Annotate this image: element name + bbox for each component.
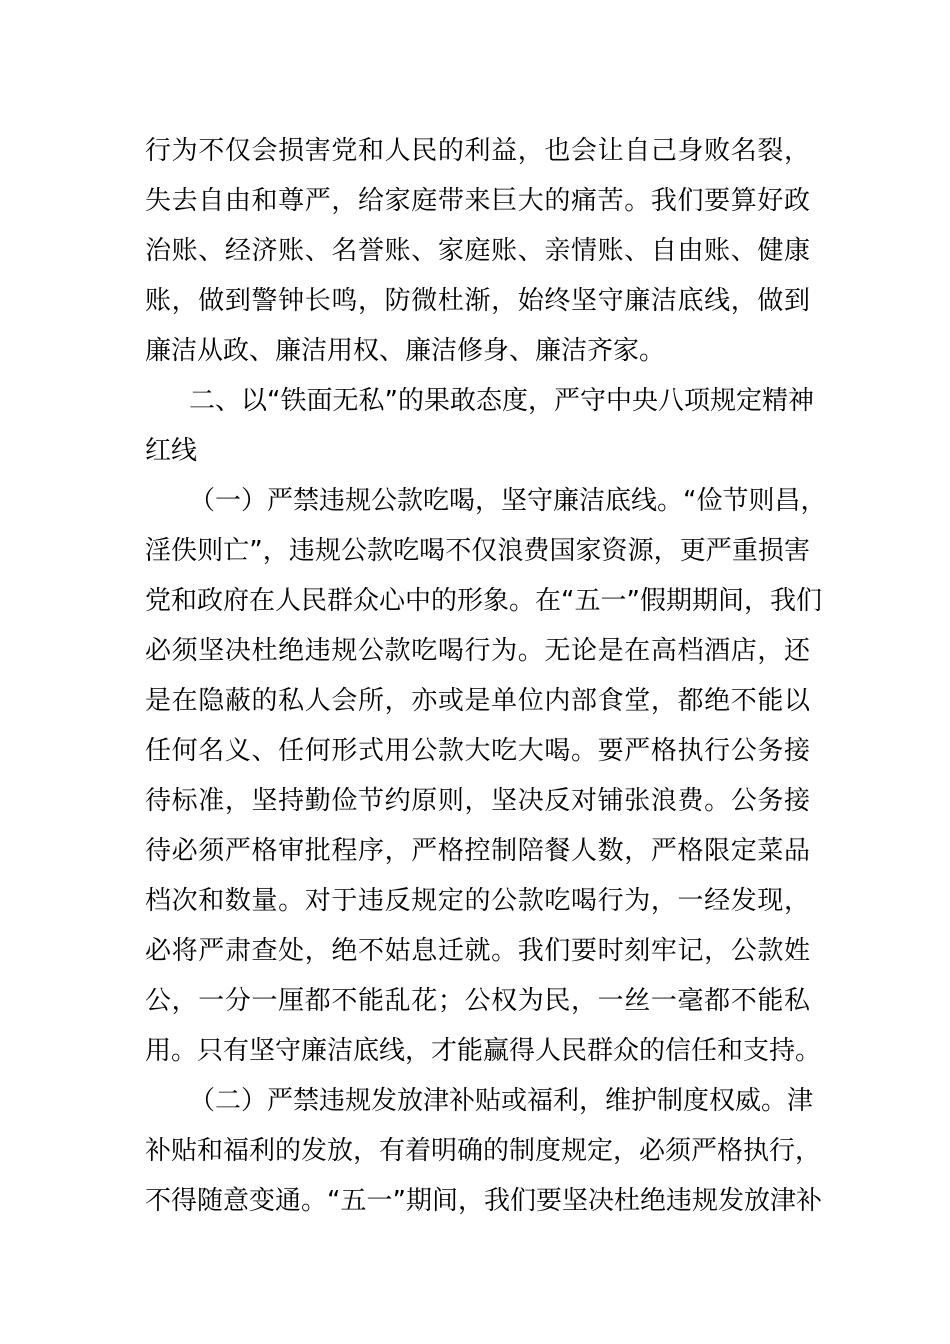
text-line: 待标准，坚持勤俭节约原则，坚决反对铺张浪费。公务接 bbox=[145, 786, 810, 816]
text-line: 淫佚则亡”，违规公款吃喝不仅浪费国家资源，更严重损害 bbox=[145, 536, 810, 566]
section-heading-line: 红线 bbox=[145, 436, 198, 466]
text-line: 必须坚决杜绝违规公款吃喝行为。无论是在高档酒店，还 bbox=[145, 636, 810, 666]
text-line: 廉洁从政、廉洁用权、廉洁修身、廉洁齐家。 bbox=[145, 336, 666, 366]
text-line: 公，一分一厘都不能乱花；公权为民，一丝一毫都不能私 bbox=[145, 986, 810, 1016]
text-line: 不得随意变通。“五一”期间，我们要坚决杜绝违规发放津补 bbox=[145, 1186, 822, 1216]
text-line: 行为不仅会损害党和人民的利益，也会让自己身败名裂， bbox=[145, 136, 810, 166]
text-line: 档次和数量。对于违反规定的公款吃喝行为，一经发现， bbox=[145, 886, 810, 916]
subsection-heading-line: （一）严禁违规公款吃喝，坚守廉洁底线。“俭节则昌， bbox=[189, 486, 827, 516]
body-text bbox=[145, 126, 827, 1226]
text-line: 账，做到警钟长鸣，防微杜渐，始终坚守廉洁底线，做到 bbox=[145, 286, 810, 316]
text-line: 是在隐蔽的私人会所，亦或是单位内部食堂，都绝不能以 bbox=[145, 686, 810, 716]
text-line: 党和政府在人民群众心中的形象。在“五一”假期期间，我们 bbox=[145, 586, 822, 616]
text-line: 必将严肃查处，绝不姑息迁就。我们要时刻牢记，公款姓 bbox=[145, 936, 810, 966]
text-line: 补贴和福利的发放，有着明确的制度规定，必须严格执行， bbox=[145, 1136, 822, 1166]
section-heading-line: 二、以“铁面无私”的果敢态度，严守中央八项规定精神 bbox=[189, 386, 814, 416]
text-line: 任何名义、任何形式用公款大吃大喝。要严格执行公务接 bbox=[145, 736, 810, 766]
text-line: 治账、经济账、名誉账、家庭账、亲情账、自由账、健康 bbox=[145, 236, 810, 266]
text-line: 待必须严格审批程序，严格控制陪餐人数，严格限定菜品 bbox=[145, 836, 810, 866]
subsection-heading-line: （二）严禁违规发放津补贴或福利，维护制度权威。津 bbox=[189, 1086, 814, 1116]
text-line: 失去自由和尊严，给家庭带来巨大的痛苦。我们要算好政 bbox=[145, 186, 810, 216]
text-line: 用。只有坚守廉洁底线，才能赢得人民群众的信任和支持。 bbox=[145, 1036, 822, 1066]
